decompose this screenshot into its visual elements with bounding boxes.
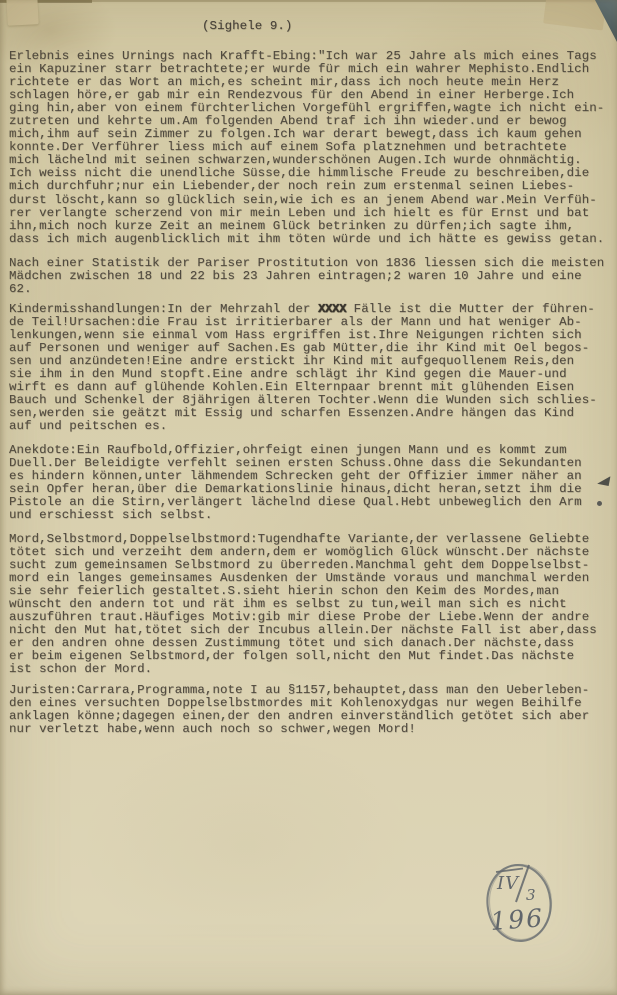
text-line: zutreten und kehrte um.Am folgenden Abend traf ich ihn wieder.und er bewog <box>9 114 567 129</box>
roman-numeral-overline <box>496 869 523 873</box>
text-line: Duell.Der Beleidigte verfehlt seinen ersten Schuss.Ohne dass die Sekundanten <box>9 456 582 471</box>
text-line: und erschiesst sich selbst. <box>9 508 213 523</box>
paragraph-pariser-statistik <box>9 257 604 296</box>
text-line: er beim eigenen Selbstmord,der folgen soll,nicht den Mut findet.Das nächste <box>9 649 575 664</box>
text-line: Nach einer Statistik der Pariser Prostitution von 1836 liessen sich die meisten <box>9 256 605 270</box>
text-line: sen,werden sie geätzt mit Essig und scharfen Essenzen.Andre hängen das Kind <box>9 406 575 421</box>
text-line: konnte.Der Verführer liess mich auf einem Sofa platznehmen und betrachtete <box>9 140 567 155</box>
scan-top-edge <box>0 0 617 2</box>
text-line: ging hin,aber von einem fürchterlichen Vorgefühl ergriffen,wagte ich nicht ein- <box>9 101 605 116</box>
text-line: Erlebnis eines Urnings nach Krafft-Ebing:"Ich war 25 Jahre als mich eines Tags <box>9 49 597 63</box>
text-line: ist schon der Mord. <box>9 662 153 677</box>
text-line: anklagen könne;dagegen einen,der den andren einverständlich getötet sich aber <box>9 709 590 724</box>
text-line: ihn,mich noch kurze Zeit an meinem Glück betrinken zu dürfen;ich sagte ihm, <box>9 218 575 233</box>
text-line: er den andren ohne dessen Zustimmung tötet und sich danach.Der nächste,dass <box>9 636 575 651</box>
text-line: nur verletzt habe,wenn auch noch so schwer,wegen Mord! <box>9 722 416 737</box>
text-line: 62. <box>9 282 32 297</box>
page-title: (Sighele 9.) <box>202 19 293 33</box>
overstruck-text: XXXX <box>317 302 347 316</box>
text-line: Juristen:Carrara,Programma,note I au §1157,behauptet,dass man den Ueberleben- <box>9 683 590 697</box>
text-line: schlagen höre,er gab mir ein Rendezvous für den Abend in einer Herberge.Ich <box>9 88 575 103</box>
text-line: sein Opfer heran,über die Demarkationslinie hinaus,dicht heran,setzt ihm die <box>9 482 582 497</box>
pencil-dot-icon <box>597 501 602 506</box>
pencil-arrowhead-icon <box>597 476 612 487</box>
text-line: mich,ihm auf sein Zimmer zu folgen.Ich war derart bewegt,dass ich kaum gehen <box>9 127 582 142</box>
archive-number-stamp <box>482 857 560 952</box>
stamp-denominator: 3 <box>526 886 536 904</box>
text-line: sie ihm in den Mund stopft.Eine andre schlägt ihr Kind gegen die Mauer-und <box>9 367 567 382</box>
text-line: auf und peitschen es. <box>9 419 168 434</box>
paragraph-kindermisshandlungen <box>9 303 597 433</box>
paragraph-krafft-ebing-erlebnis <box>9 50 604 246</box>
text-line: rer verlangte scherzend von mir mein Leben und ich hielt es für Ernst und bat <box>9 205 590 220</box>
text-line: dass ich mich augenblicklich mit ihm töten würde und ich hätte es gewiss getan. <box>9 231 605 246</box>
text-line: auszuführen traut.Häufiges Motiv:gib mir diese Probe der Liebe.Wenn der andre <box>9 610 590 625</box>
stamp-circle-drawing <box>482 857 560 952</box>
text-line: sie sehr feierlich gestaltet.S.sieht hierin schon den Keim des Mordes,man <box>9 584 560 599</box>
text-line: mord ein langes gemeinsames Ausdenken der Umstände voraus und manchmal werden <box>9 571 590 586</box>
text-line: Ich weiss nicht die unendliche Süsse,die himmlische Freude zu beschreiben,die <box>9 166 590 181</box>
text-line: den eines versuchten Doppelselbstmordes mit Kohlenoxydgas nur wegen Beihilfe <box>9 696 582 711</box>
text-line: lenkungen,wenn sie einmal vom Hass ergriffen ist.Ihre Neigungen richten sich <box>9 328 582 343</box>
paragraph-juristen-carrara <box>9 684 589 736</box>
text-line: auf Personen und weniger auf Sachen.Es gab Mütter,die ihr Kind mit Oel begos- <box>9 341 590 356</box>
text-line: Mädchen zwischen 18 und 22 bis 23 Jahren eintragen;2 waren 10 Jahre und eine <box>9 269 582 284</box>
paragraph-mord-selbstmord-doppelselbstmord <box>9 533 597 677</box>
text-line: wünscht den andern tot und rät ihm es selbst zu tun,weil man sich es nicht <box>9 597 567 612</box>
folded-corner-patch <box>543 0 607 31</box>
text-line: sen und anzündeten!Eine andre erstickt ihr Kind mit aufgequollenem Reis,den <box>9 354 575 369</box>
text-line: de Teil!Ursachen:die Frau ist irritierbarer als der Mann und hat weniger Ab- <box>9 315 582 330</box>
text-line: durst löscht,kann so glücklich sein,wie ich es an jenem Abend war.Mein Verfüh- <box>9 192 597 207</box>
tape-remnant <box>6 0 38 26</box>
text-line: Bauch und Schenkel der 8jährigen älteren Tochter.Wenn die Wunden sich schlies- <box>9 393 597 408</box>
text-line: mich lächelnd mit seinen schwarzen,wunderschönen Augen.Ich wurde ohnmächtig. <box>9 153 582 168</box>
text-line: wirft es dann auf glühende Kohlen.Ein Elternpaar brennt mit glühenden Eisen <box>9 380 575 395</box>
text-line: nicht den Mut hat,tötet sich der Incubus allein.Der nächste Fall ist aber,dass <box>9 623 597 638</box>
text-line: richtete er das Wort an mich,es scheint mir,dass ich noch heute mein Herz <box>9 75 560 90</box>
text-line: Kindermisshandlungen:In der Mehrzahl der XXXX Fälle ist die Mutter der führen- <box>9 302 595 316</box>
text-line: Anekdote:Ein Raufbold,Offizier,ohrfeigt einen jungen Mann und es kommt zum <box>9 443 567 457</box>
text-line: tötet sich und verzeiht dem andern,dem er womöglich Glück wünscht.Der nächste <box>9 545 590 560</box>
stamp-number: 196 <box>489 903 546 936</box>
text-line: mich durchfuhr;nur ein Liebender,der noch rein zum erstenmal seinen Liebes- <box>9 179 575 194</box>
paragraph-anekdote-duell <box>9 444 582 522</box>
stamp-roman-numeral: IV <box>497 873 520 894</box>
text-line: Mord,Selbstmord,Doppelselbstmord:Tugendhafte Variante,der verlassene Geliebte <box>9 532 590 546</box>
text-line: es hindern können,unter lähmendem Schrecken geht der Offizier immer näher an <box>9 469 582 484</box>
text-line: ein Kapuziner starr betrachtete;er wurde für mich ein wahrer Mephisto.Endlich <box>9 62 590 77</box>
text-line: sucht zum gemeinsamen Selbstmord zu überreden.Manchmal geht dem Doppelselbst- <box>9 558 590 573</box>
text-line: Pistole an die Stirn,verlängert lächelnd diese Qual.Hebt unbeweglich den Arm <box>9 495 582 510</box>
